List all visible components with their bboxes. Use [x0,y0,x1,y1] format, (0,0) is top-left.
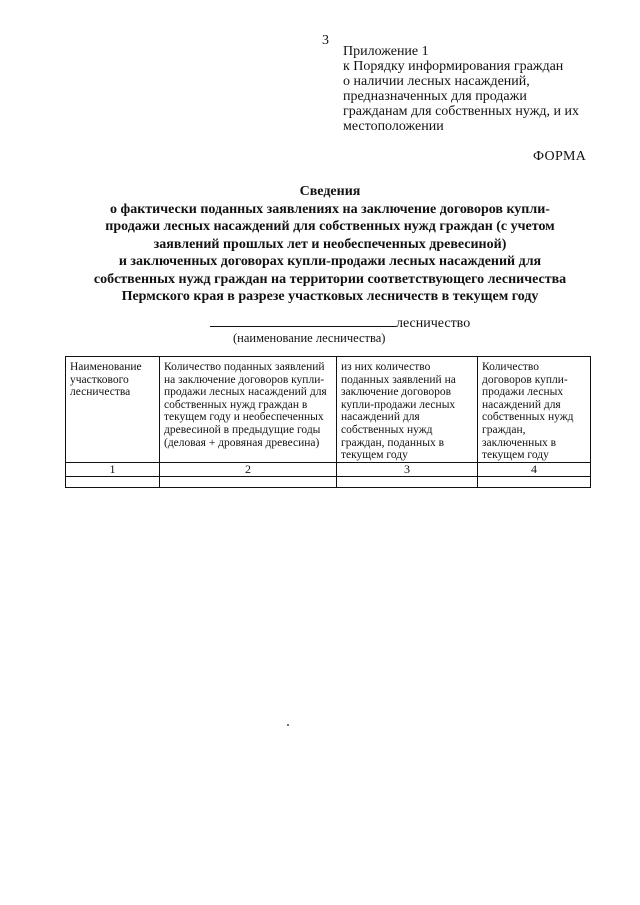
appendix-line: местоположении [343,119,444,134]
forestry-name-line [210,314,470,332]
column-number-row [66,462,591,476]
column-number: 2 [160,462,337,476]
table-header-row [66,357,591,463]
header-cell: из них количество поданных заявлений на заключение договоров купли-продажи лесных насаждений для собственных нужд граждан, поданных в текущем году [337,357,478,463]
appendix-title: Приложение 1 [343,44,429,59]
data-cell[interactable] [478,476,591,487]
table-row [66,476,591,487]
scan-speck [287,724,289,726]
appendix-line: предназначенных для продажи [343,89,527,104]
column-number: 1 [66,462,160,476]
document-heading [40,183,620,306]
heading-line: Сведения [299,184,361,199]
heading-line: Пермского края в разрезе участковых лесничеств в текущем году [121,289,539,304]
forestry-suffix: лесничество [396,316,471,331]
form-label: ФОРМА [533,149,587,164]
heading-line: заявлений прошлых лет и необеспеченных древесиной) [153,236,507,252]
header-cell: Количество договоров купли-продажи лесных насаждений для собственных нужд граждан, заключенных в текущем году [478,357,591,463]
appendix-line: о наличии лесных насаждений, [343,74,530,89]
forestry-name-blank[interactable] [210,314,396,327]
heading-line: собственных нужд граждан на территории соответствующего лесничества [93,271,567,287]
heading-line: и заключенных договорах купли-продажи лесных насаждений для [118,254,542,269]
forestry-caption: (наименование лесничества) [233,331,386,345]
column-number: 3 [337,462,478,476]
data-cell[interactable] [160,476,337,487]
page-number: 3 [322,33,329,48]
appendix-line: гражданам для собственных нужд, и их [343,104,579,119]
appendix-block [343,44,623,134]
heading-line: продажи лесных насаждений для собственных нужд граждан (с учетом [105,219,555,234]
header-cell: Наименование участкового лесничества [66,357,160,463]
data-cell[interactable] [337,476,478,487]
header-cell: Количество поданных заявлений на заключение договоров купли-продажи лесных насаждений для собственных нужд граждан в текущем году и необеспеченных древесиной в предыдущие годы (деловая + дровяная древесина) [160,357,337,463]
form-table [65,356,591,488]
appendix-line: к Порядку информирования граждан [343,59,564,74]
column-number: 4 [478,462,591,476]
heading-line: о фактически поданных заявлениях на заключение договоров купли- [110,201,550,217]
data-cell[interactable] [66,476,160,487]
